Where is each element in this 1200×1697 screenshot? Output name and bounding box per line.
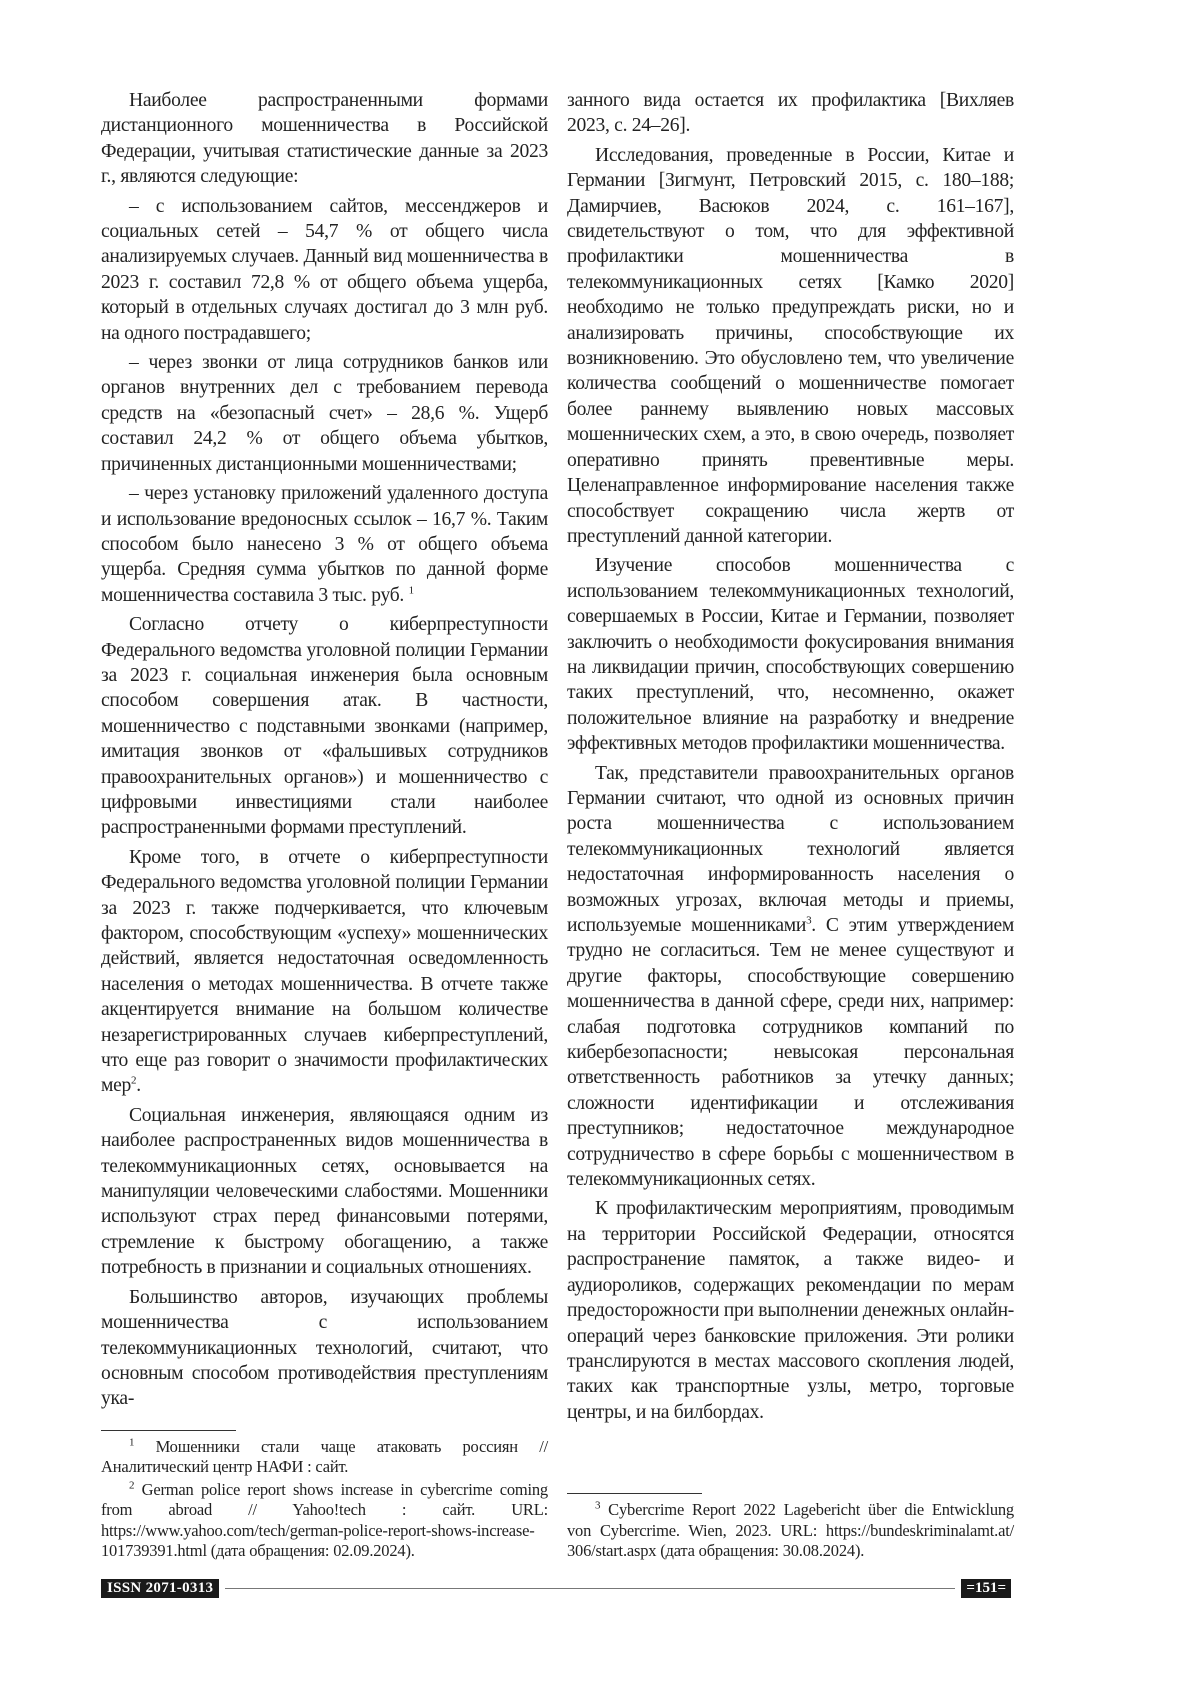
- paragraph: Кроме того, в отчете о киберпреступности Федерального ведомства уголовной полиции Германии за 2023 г. также подчеркивается, что ключевым фактором, способствующим «успеху» мошеннических действий, является недостаточная осведомленность населения о методах мошенничества. В отчете также акцентируется внимание на большом количестве незарегистрированных случаев киберпреступлений, что еще раз говорит о значимости профилактических мер2.: [101, 845, 548, 1099]
- footnote-divider: [567, 1493, 702, 1494]
- paragraph: Большинство авторов, изучающих проблемы мошенничества с использованием телекоммуникационных технологий, считают, что основным способом противодействия преступлениям ука-: [101, 1285, 548, 1412]
- paragraph: Исследования, проведенные в России, Китае и Германии [Зигмунт, Петровский 2015, с. 180–188; Дамирчиев, Васюков 2024, с. 161–167], свидетельствуют о том, что для эффективной профилактики мошенничества в телекоммуникационных сетях [Камко 2020] необходимо не только предупреждать риски, но и анализировать причины, способствующие их возникновению. Это обусловлено тем, что увеличение количества сообщений о мошенничестве помогает более раннему выявлению новых массовых мошеннических схем, а это, в свою очередь, позволяет оперативно принять превентивные меры. Целенаправленное информирование населения также способствует сокращению числа жертв от преступлений данной категории.: [567, 143, 1014, 550]
- footnote: 3 Cybercrime Report 2022 Lagebericht über die Entwicklung von Cybercrime. Wien, 2023. URL: https://bundeskriminalamt.at/ 306/start.aspx (дата обращения: 30.08.2024).: [567, 1500, 1014, 1562]
- paragraph: Социальная инженерия, являющаяся одним из наиболее распространенных видов мошенничества в телекоммуникационных сетях, основывается на манипуляции человеческими слабостями. Мошенники используют страх перед финансовыми потерями, стремление к быстрому обогащению, а также потребность в признании и социальных отношениях.: [101, 1103, 548, 1281]
- paragraph: Изучение способов мошенничества с использованием телекоммуникационных технологий, совершаемых в России, Китае и Германии, позволяет заключить о необходимости фокусирования внимания на ликвидации причин, способствующих совершению таких преступлений, что, несомненно, окажет положительное влияние на разработку и внедрение эффективных методов профилактики мошенничества.: [567, 553, 1014, 756]
- page-footer: [101, 1578, 1011, 1600]
- paragraph: К профилактическим мероприятиям, проводимым на территории Российской Федерации, относятся распространение памяток, а также видео- и аудиороликов, содержащих рекомендации по мерам предосторожности при выполнении денежных онлайн-операций через банковские приложения. Эти ролики транслируются в местах массового скопления людей, таких как транспортные узлы, метро, торговые центры, и на билбордах.: [567, 1196, 1014, 1425]
- footnote-divider: [101, 1430, 236, 1431]
- footnote: 2 German police report shows increase in cybercrime coming from abroad // Yahoo!tech : сайт. URL: https://www.yahoo.com/tech/german-police-report-shows-increase-101739391.html (дата обращения: 02.09.2024).: [101, 1480, 548, 1562]
- footnotes-right: [567, 1500, 1014, 1562]
- footnote-ref[interactable]: 2: [131, 1075, 136, 1087]
- footnotes-left: [101, 1437, 548, 1562]
- right-column: [567, 88, 1014, 1429]
- footnotes-left-block: [101, 1416, 548, 1564]
- right-column-wrap: [567, 88, 1014, 1564]
- paragraph: – через звонки от лица сотрудников банков или органов внутренних дел с требованием перевода средств на «безопасный счет» – 28,6 %. Ущерб составил 24,2 % от общего объема убытков, причиненных дистанционными мошенничествами;: [101, 350, 548, 477]
- footnotes-right-block: [567, 1479, 1014, 1564]
- page-number: =151=: [961, 1579, 1011, 1598]
- paragraph: Наиболее распространенными формами дистанционного мошенничества в Российской Федерации, учитывая статистические данные за 2023 г., являются следующие:: [101, 88, 548, 190]
- paragraph: – с использованием сайтов, мессенджеров и социальных сетей – 54,7 % от общего числа анализируемых случаев. Данный вид мошенничества в 2023 г. составил 72,8 % от общего объема ущерба, который в отдельных случаях достигал до 3 млн руб. на одного пострадавшего;: [101, 194, 548, 346]
- paragraph: Согласно отчету о киберпреступности Федерального ведомства уголовной полиции Германии за 2023 г. социальная инженерия была основным способом совершения атак. В частности, мошенничество с подставными звонками (например, имитация звонков от «фальшивых сотрудников правоохранительных органов») и мошенничество с цифровыми инвестициями стали наиболее распространенными формами преступлений.: [101, 612, 548, 841]
- paragraph: Так, представители правоохранительных органов Германии считают, что одной из основных причин роста мошенничества с использованием телекоммуникационных технологий является недостаточная информированность населения о возможных угрозах, включая методы и приемы, используемые мошенниками3. С этим утверждением трудно не согласиться. Тем не менее существуют и другие факторы, способствующие совершению мошенничества в данной сфере, среди них, например: слабая подготовка сотрудников компаний по кибербезопасности; невысокая персональная ответственность работников за утечку данных; сложности идентификации и отслеживания преступников; недостаточное международное сотрудничество в сфере борьбы с мошенничеством в телекоммуникационных сетях.: [567, 761, 1014, 1193]
- columns: [101, 88, 1012, 1564]
- left-column-wrap: [101, 88, 548, 1564]
- footnote: 1 Мошенники стали чаще атаковать россиян // Аналитический центр НАФИ : сайт.: [101, 1437, 548, 1478]
- footnote-ref[interactable]: 1: [409, 584, 414, 596]
- footnote-ref[interactable]: 3: [806, 914, 811, 926]
- page: [0, 0, 1012, 1640]
- paragraph: – через установку приложений удаленного доступа и использование вредоносных ссылок – 16,7 %. Таким способом было нанесено 3 % от общего объема ущерба. Средняя сумма убытков по данной форме мошенничества составила 3 тыс. руб. 1: [101, 481, 548, 608]
- issn-label: ISSN 2071-0313: [101, 1579, 219, 1598]
- left-column: [101, 88, 548, 1416]
- paragraph: занного вида остается их профилактика [Вихляев 2023, с. 24–26].: [567, 88, 1014, 139]
- footer-divider: [225, 1588, 955, 1589]
